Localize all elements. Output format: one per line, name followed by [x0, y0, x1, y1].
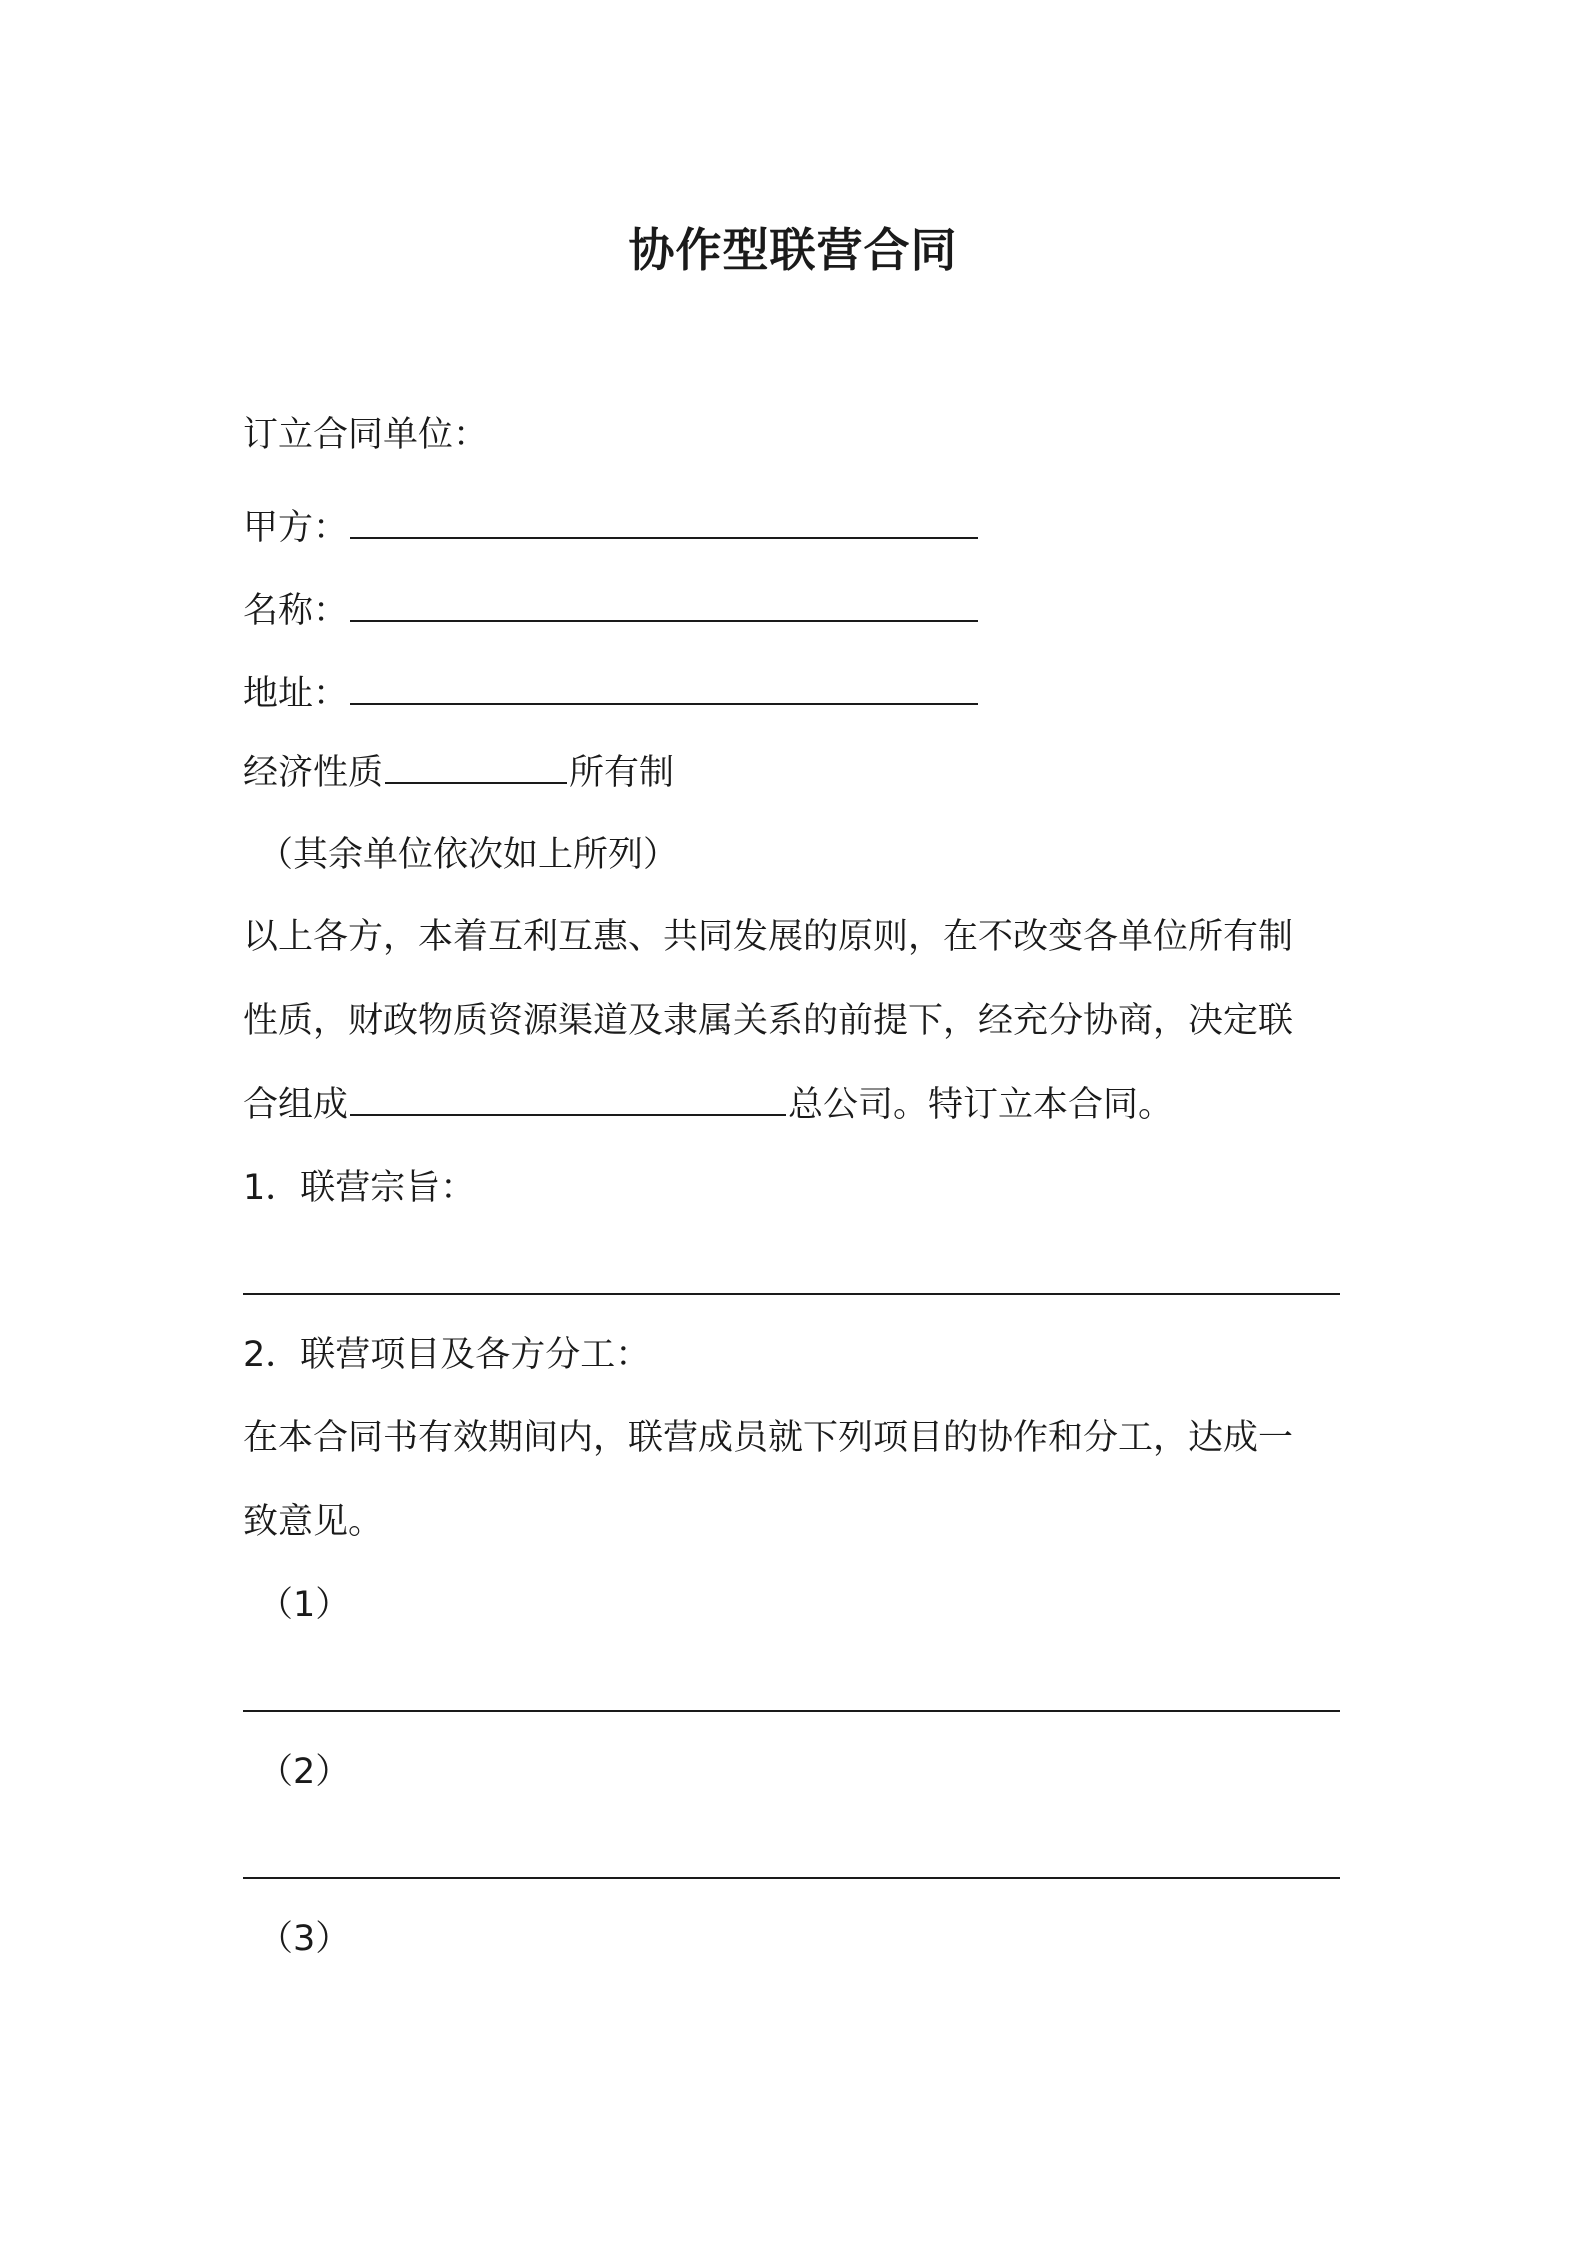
party-a-blank[interactable] — [350, 503, 978, 539]
section2-body-line-1: 在本合同书有效期间内，联营成员就下列项目的协作和分工，达成一 — [243, 1418, 1294, 1458]
section2-heading: 2．联营项目及各方分工： — [243, 1335, 651, 1375]
parties-heading: 订立合同单位： — [243, 415, 489, 455]
item3-label: （3） — [258, 1919, 351, 1959]
address-label: 地址： — [243, 674, 349, 714]
item1-label: （1） — [258, 1585, 351, 1625]
econ-prefix: 经济性质 — [243, 753, 384, 793]
party-a-label: 甲方： — [243, 508, 349, 548]
item2-label: （2） — [258, 1752, 351, 1792]
other-units-note: （其余单位依次如上所列） — [258, 835, 679, 875]
intro-line-1: 以上各方，本着互利互惠、共同发展的原则，在不改变各单位所有制 — [243, 917, 1294, 957]
document-title: 协作型联营合同 — [628, 223, 958, 277]
section1-blank[interactable] — [243, 1293, 1340, 1295]
section1-heading: 1．联营宗旨： — [243, 1168, 476, 1208]
item2-blank[interactable] — [243, 1877, 1340, 1879]
intro-line-3-prefix: 合组成 — [243, 1085, 349, 1125]
address-blank[interactable] — [350, 669, 978, 705]
econ-suffix: 所有制 — [569, 753, 675, 793]
intro-line-3 — [243, 1080, 1173, 1130]
name-row — [243, 586, 980, 636]
address-row — [243, 669, 980, 719]
name-blank[interactable] — [350, 586, 978, 622]
name-label: 名称： — [243, 591, 349, 631]
econ-nature-row — [243, 748, 674, 798]
party-a-row — [243, 503, 980, 553]
intro-line-3-suffix: 总公司。特订立本合同。 — [788, 1085, 1174, 1125]
section2-body-line-2: 致意见。 — [243, 1502, 384, 1542]
intro-line-2: 性质，财政物质资源渠道及隶属关系的前提下，经充分协商，决定联 — [243, 1001, 1294, 1041]
item1-blank[interactable] — [243, 1710, 1340, 1712]
company-name-blank[interactable] — [350, 1080, 786, 1116]
econ-nature-blank[interactable] — [385, 748, 567, 784]
